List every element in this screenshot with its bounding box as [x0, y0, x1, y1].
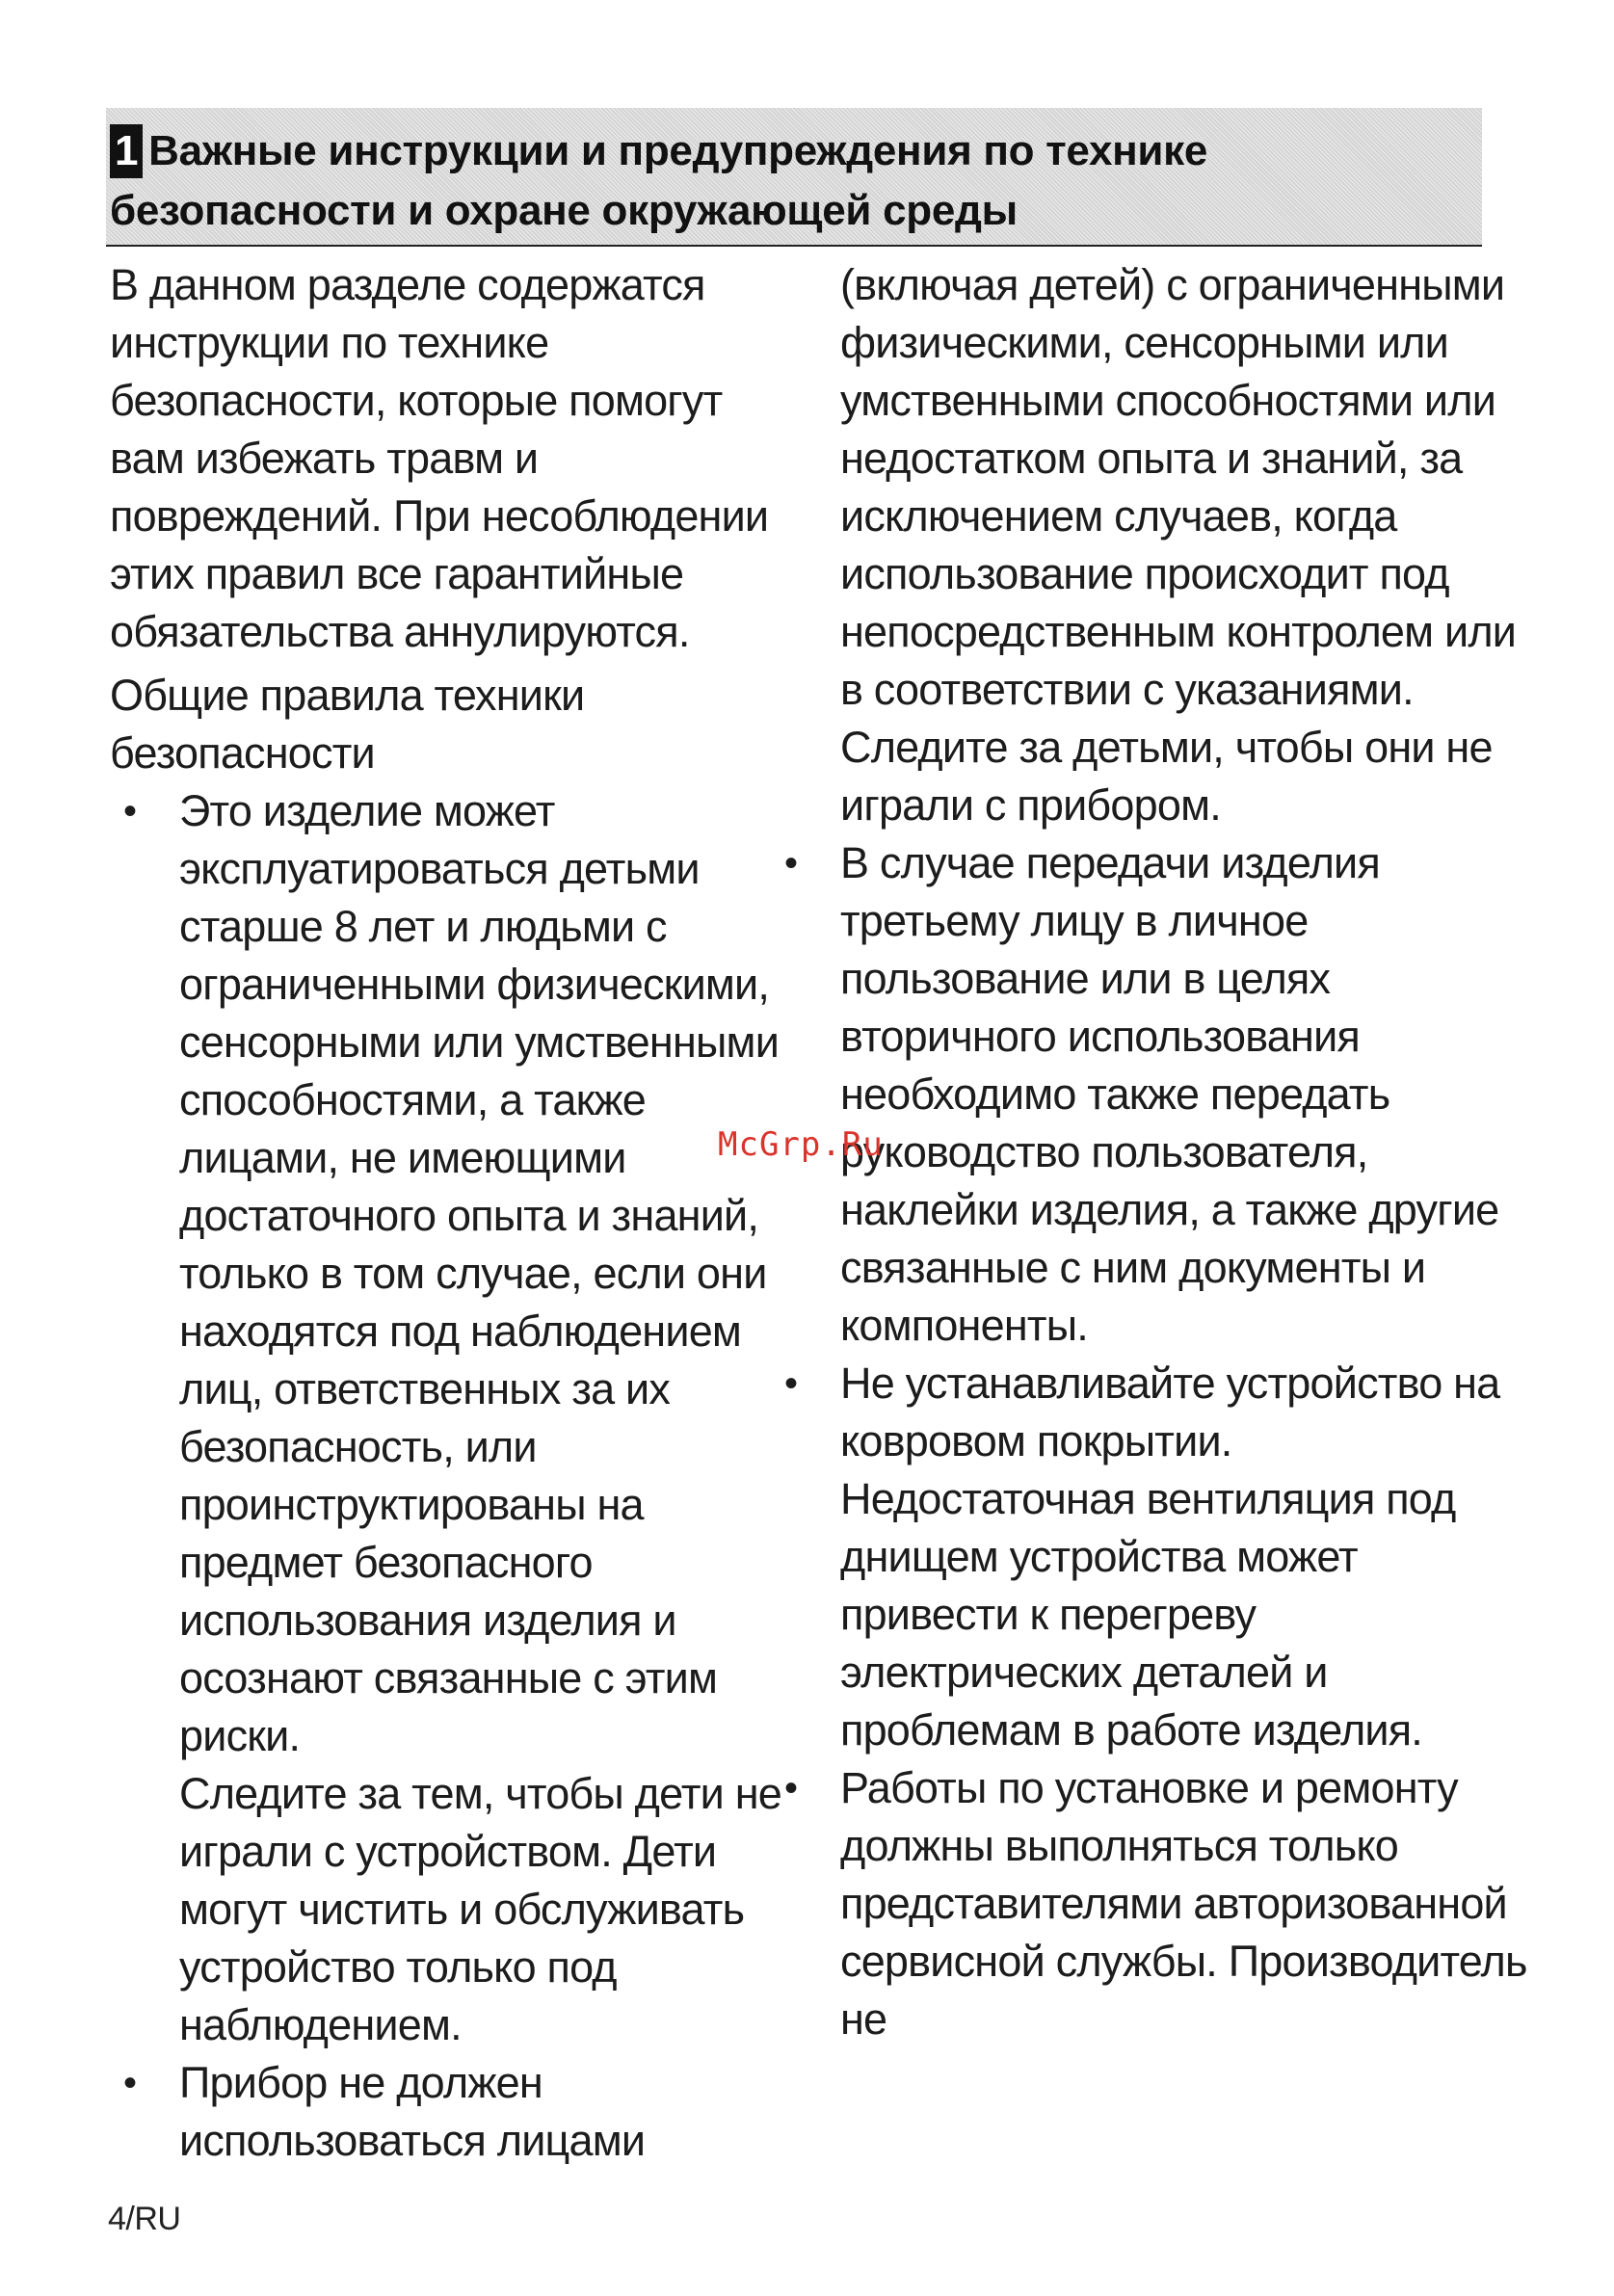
bullet-text: Прибор не должен использоваться лицами [179, 2058, 646, 2165]
bullet-icon: • [123, 790, 137, 832]
bullet-continuation: Следите за тем, чтобы дети не играли с устройством. Дети могут чистить и обслуживать устройство только под наблюдением. [179, 1769, 781, 2049]
list-item [771, 1759, 1534, 2048]
bullet-icon: • [784, 1362, 798, 1405]
bullet-icon: • [784, 842, 798, 884]
bullet-text: В случае передачи изделия третьему лицу в личное пользование или в целях вторичного использования необходимо также передать руководство пользователя, наклейки изделия, а также другие связанные с ним документы и компоненты. [840, 838, 1499, 1350]
bullet-text: Работы по установке и ремонту должны выполняться только представителями авторизованной сервисной службы. Производитель не [840, 1763, 1527, 2044]
section-title-text: Важные инструкции и предупреждения по технике безопасности и охране окружающей среды [110, 127, 1208, 234]
bullet-text: Не устанавливайте устройство на ковровом покрытии. Недостаточная вентиляция под днищем устройства может привести к перегреву электрических деталей и проблемам в работе изделия. [840, 1359, 1500, 1755]
list-item [110, 2054, 804, 2170]
bullet-text: Это изделие может эксплуатироваться детьми старше 8 лет и людьми с ограниченными физическими, сенсорными или умственными способностями, а также лицами, не имеющими достаточного опыта и знаний, только в том случае, если они находятся под наблюдением лиц, ответственных за их безопасность, или проинструктированы на предмет безопасного использования изделия и осознают связанные с этим риски. [179, 786, 780, 1760]
section-number: 1 [110, 124, 143, 178]
bullet-continuation: Следите за детьми, чтобы они не играли с прибором. [840, 723, 1493, 830]
list-item [771, 834, 1534, 1355]
list-item [110, 782, 804, 1765]
bullet-icon: • [123, 2062, 137, 2104]
bullet-icon: • [784, 1767, 798, 1809]
section-title [110, 121, 1482, 241]
section-header [106, 108, 1482, 247]
watermark: McGrp.Ru [718, 1125, 884, 1164]
intro-paragraph: В данном разделе содержатся инструкции по технике безопасности, которые помогут вам избежать травм и повреждений. При несоблюдении этих правил все гарантийные обязательства аннулируются. [110, 260, 769, 656]
list-item [771, 1355, 1534, 1759]
left-column [110, 256, 804, 2170]
subheading: Общие правила техники безопасности [110, 671, 585, 778]
bullet-text-continued: (включая детей) с ограниченными физическими, сенсорными или умственными способностями или недостатком опыта и знаний, за исключением случаев, когда использование происходит под непосредственным контролем или в соответствии с указаниями. [840, 260, 1517, 714]
page-number: 4/RU [108, 2201, 181, 2237]
